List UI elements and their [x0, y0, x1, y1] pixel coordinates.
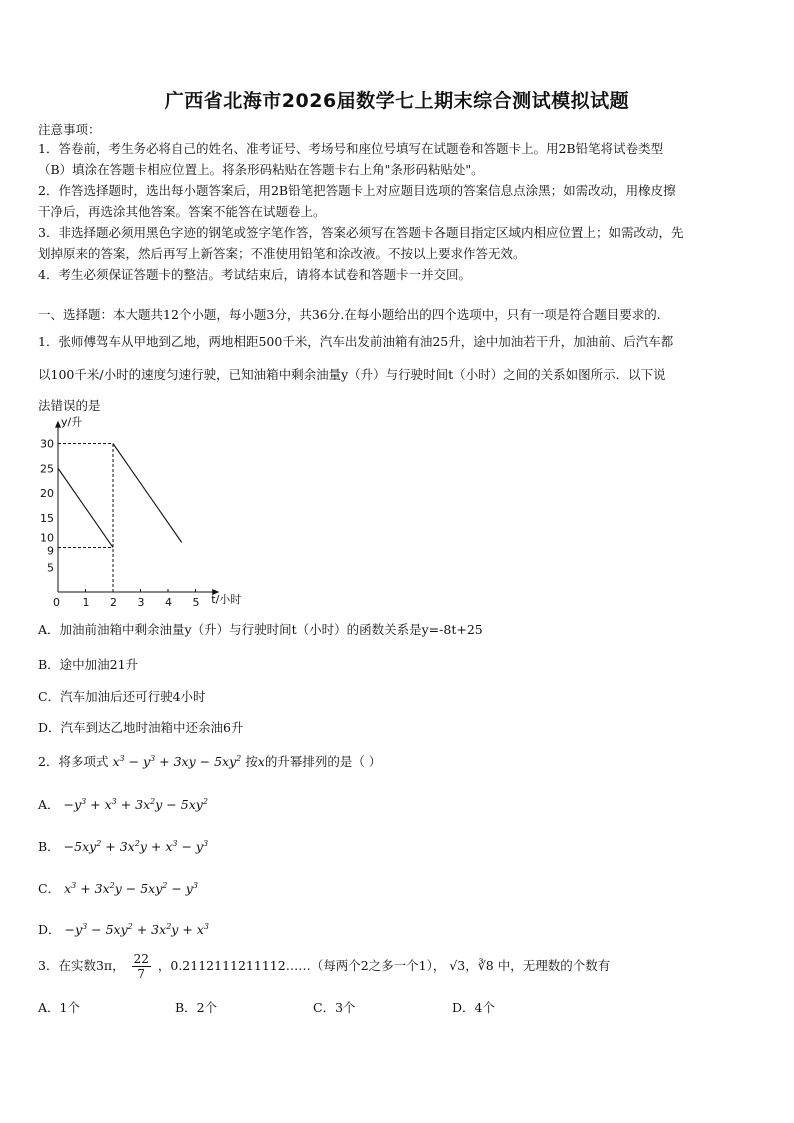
question-1-text: 法错误的是 — [38, 398, 101, 413]
notice-item: 1．答卷前，考生务必将自己的姓名、准考证号、考场号和座位号填写在试题卷和答题卡上。用2B铅笔将试卷类型 — [38, 141, 664, 156]
y-tick-label: 25 — [40, 462, 54, 476]
x-tick-label: 0 — [53, 596, 60, 609]
q2-suffix2: 的升幂排列的是（ ） — [264, 754, 382, 769]
question-2-text — [38, 752, 381, 770]
q1-option-b[interactable]: B．途中加油21升 — [38, 657, 139, 672]
fraction-22-7 — [132, 952, 151, 981]
y-axis-label: y/升 — [61, 415, 83, 429]
q2-option-d[interactable] — [38, 920, 209, 938]
q3-separator: ， — [465, 958, 478, 973]
q2-option-label: D． — [38, 922, 61, 937]
sqrt-3: √3 — [449, 958, 466, 973]
q3-option-a[interactable]: A．1个 — [38, 1000, 80, 1015]
q1-option-a[interactable]: A．加油前油箱中剩余油量y（升）与行驶时间t（小时）的函数关系是y=-8t+25 — [38, 622, 483, 637]
q3-prefix: 3．在实数3π， — [38, 958, 125, 973]
q2-option-expression: $x^3 + 3x^2y - 5xy^2 - y^3$ — [64, 881, 198, 896]
notice-item: 2．作答选择题时，选出每小题答案后，用2B铅笔把答题卡上对应题目选项的答案信息点涂黑；如需改动，用橡皮擦 — [38, 183, 676, 198]
q2-option-expression: $-y^3 - 5xy^2 + 3x^2y + x^3$ — [64, 922, 209, 937]
y-tick-label: 20 — [40, 487, 54, 500]
notice-item: （B）填涂在答题卡相应位置上。将条形码粘贴在答题卡右上角"条形码粘贴处"。 — [38, 162, 484, 177]
q2-option-label: B． — [38, 839, 60, 854]
y-tick-label: 30 — [40, 437, 54, 451]
q2-polynomial: $x^3 - y^3 + 3xy - 5xy^2$ — [112, 754, 242, 769]
q2-option-label: C． — [38, 881, 61, 896]
q2-suffix: 按 — [245, 754, 258, 769]
fraction-numerator: 22 — [133, 952, 149, 966]
section-heading: 一、选择题：本大题共12个小题，每小题3分，共36分.在每小题给出的四个选项中，只有一项是符合题目要求的. — [38, 307, 661, 322]
q3-middle: ，0.2112111211112……（每两个2之多一个1）， — [157, 958, 446, 973]
x-tick-label: 3 — [137, 596, 145, 609]
q2-prefix: 2．将多项式 — [38, 754, 109, 769]
x-axis-label: t/小时 — [211, 593, 242, 606]
x-tick-label: 1 — [82, 596, 90, 609]
y-tick-label: 10 — [40, 531, 54, 545]
q2-option-expression: $-5xy^2 + 3x^2y + x^3 - y^3$ — [63, 839, 209, 854]
question-3-text — [38, 952, 610, 981]
q2-variable: x — [257, 754, 265, 769]
cube-root-8: ∛8 — [477, 958, 494, 973]
q3-suffix: 中，无理数的个数有 — [497, 958, 611, 973]
fuel-time-chart — [30, 415, 260, 610]
notice-item: 划掉原来的答案，然后再写上新答案；不准使用铅笔和涂改液。不按以上要求作答无效。 — [38, 246, 526, 261]
q2-option-a[interactable] — [38, 795, 208, 813]
y-tick-label: 5 — [47, 561, 54, 575]
y-tick-label: 15 — [40, 511, 54, 525]
q3-option-d[interactable]: D．4个 — [452, 1000, 495, 1015]
q2-option-expression: $-y^3 + x^3 + 3x^2y - 5xy^2$ — [63, 797, 208, 812]
y-tick-label: 9 — [47, 544, 54, 558]
x-tick-label: 5 — [192, 596, 200, 609]
x-tick-label: 2 — [110, 596, 117, 609]
page-title: 广西省北海市2026届数学七上期末综合测试模拟试题 — [164, 90, 630, 112]
q3-option-c[interactable]: C．3个 — [313, 1000, 356, 1015]
q1-option-d[interactable]: D．汽车到达乙地时油箱中还余油6升 — [38, 720, 244, 735]
q2-option-b[interactable] — [38, 837, 208, 855]
series-before-refuel — [58, 468, 113, 547]
notice-item: 4．考生必须保证答题卡的整洁。考试结束后，请将本试卷和答题卡一并交回。 — [38, 267, 471, 282]
q3-option-b[interactable]: B．2个 — [175, 1000, 218, 1015]
fraction-denominator: 7 — [137, 967, 146, 981]
question-1-text: 以100千米/小时的速度匀速行驶，已知油箱中剩余油量y（升）与行驶时间t（小时）之间的关系如图所示．以下说 — [38, 367, 666, 382]
q1-option-c[interactable]: C．汽车加油后还可行驶4小时 — [38, 689, 206, 704]
question-1-text: 1．张师傅驾车从甲地到乙地，两地相距500千米，汽车出发前油箱有油25升，途中加油若干升，加油前、后汽车都 — [38, 334, 674, 349]
x-tick-label: 4 — [165, 596, 172, 609]
notice-item: 干净后，再选涂其他答案。答案不能答在试题卷上。 — [38, 204, 326, 219]
series-after-refuel — [113, 444, 182, 543]
notice-item: 3．非选择题必须用黑色字迹的钢笔或签字笔作答，答案必须写在答题卡各题目指定区域内相应位置上；如需改动，先 — [38, 225, 684, 240]
q2-option-c[interactable] — [38, 879, 198, 897]
notice-heading: 注意事项： — [38, 122, 101, 137]
q2-option-label: A． — [38, 797, 60, 812]
